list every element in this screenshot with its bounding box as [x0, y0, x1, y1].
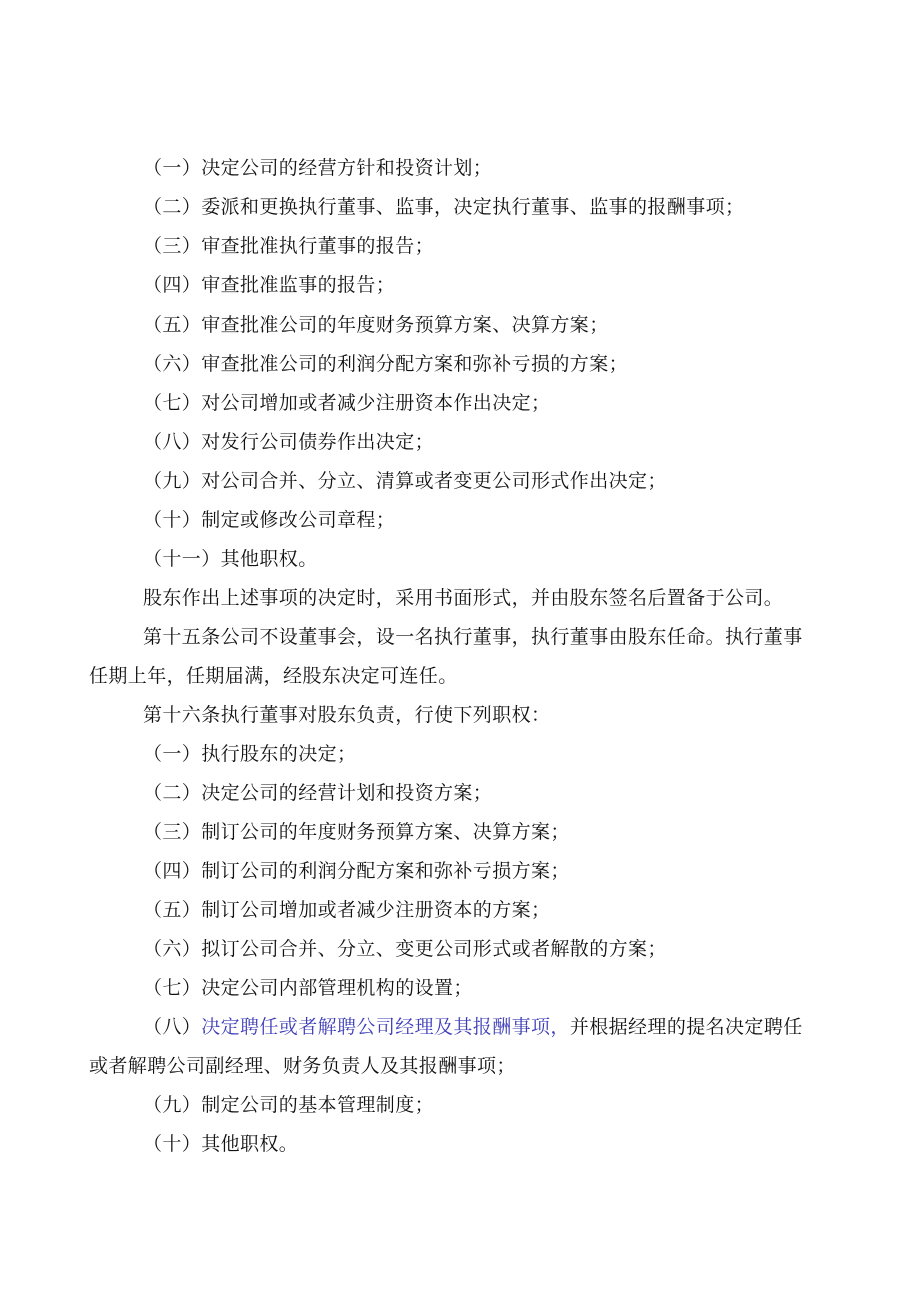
paragraph-line: （六）拟订公司合并、分立、变更公司形式或者解散的方案；	[143, 938, 667, 960]
paragraph-line: （十）其他职权。	[143, 1133, 299, 1155]
paragraph-line: （四）审查批准监事的报告；	[143, 274, 396, 296]
paragraph-line: （五）审查批准公司的年度财务预算方案、决算方案；	[143, 314, 609, 336]
paragraph-line: （十一）其他职权。	[143, 548, 318, 570]
article-15-line-1: 第十五条公司不设董事会，设一名执行董事，执行董事由股东任命。执行董事	[143, 626, 803, 648]
item-8-highlight: 决定聘任或者解聘公司经理及其报酬事项，	[201, 1016, 570, 1038]
paragraph-line: （二）决定公司的经营计划和投资方案；	[143, 782, 493, 804]
paragraph-line: （四）制订公司的利润分配方案和弥补亏损方案；	[143, 860, 570, 882]
paragraph-line: （五）制订公司增加或者减少注册资本的方案；	[143, 899, 551, 921]
item-8-prefix: （八）	[143, 1016, 202, 1038]
article-15-line-2: 任期上年，任期届满，经股东决定可连任。	[89, 665, 458, 687]
paragraph-line: （一）执行股东的决定；	[143, 743, 357, 765]
paragraph-line: （三）制订公司的年度财务预算方案、决算方案；	[143, 821, 570, 843]
item-8-rest: 并根据经理的提名决定聘任	[569, 1016, 803, 1038]
paragraph-line: （十）制定或修改公司章程；	[143, 509, 396, 531]
paragraph-line: （七）决定公司内部管理机构的设置；	[143, 977, 473, 999]
paragraph-line: （七）对公司增加或者减少注册资本作出决定；	[143, 392, 551, 414]
paragraph-line: （六）审查批准公司的利润分配方案和弥补亏损的方案；	[143, 353, 629, 375]
paragraph-line: （二）委派和更换执行董事、监事，决定执行董事、监事的报酬事项；	[143, 196, 745, 218]
paragraph-line: （九）对公司合并、分立、清算或者变更公司形式作出决定；	[143, 470, 667, 492]
paragraph-line: （八）对发行公司债券作出决定；	[143, 431, 435, 453]
paragraph-line: （九）制定公司的基本管理制度；	[143, 1094, 435, 1116]
item-8-line-2: 或者解聘公司副经理、财务负责人及其报酬事项；	[89, 1055, 516, 1077]
paragraph-line: （三）审查批准执行董事的报告；	[143, 235, 435, 257]
paragraph-line: 股东作出上述事项的决定时，采用书面形式，并由股东签名后置备于公司。	[143, 587, 784, 609]
item-8-line-1	[143, 1015, 803, 1039]
paragraph-line: （一）决定公司的经营方针和投资计划；	[143, 157, 493, 179]
article-16-heading: 第十六条执行董事对股东负责，行使下列职权：	[143, 704, 551, 726]
